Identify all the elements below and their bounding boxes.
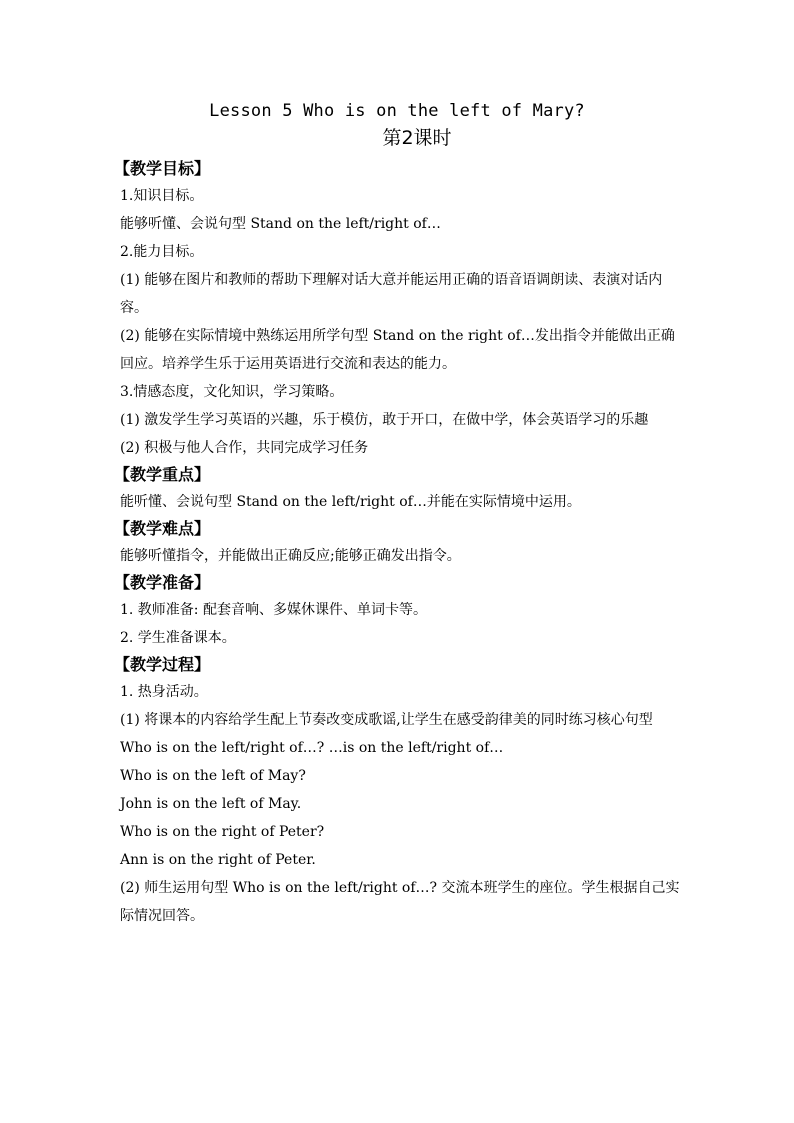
text-line: Ann is on the right of Peter. [120,852,316,868]
section-heading-key-points: 【教学重点】 [114,465,211,484]
text-line: 2. 学生准备课本。 [120,630,236,646]
text-line: (1) 激发学生学习英语的兴趣，乐于模仿，敢于开口，在做中学，体会英语学习的乐趣 [120,412,649,428]
text-line: Who is on the right of Peter? [120,824,325,840]
text-line: 容。 [120,300,148,316]
text-line: 能够听懂指令，并能做出正确反应;能够正确发出指令。 [120,548,461,564]
text-line: 1. 热身活动。 [120,684,208,700]
text-line: (2) 能够在实际情境中熟练运用所学句型 Stand on the right of…发出指令并能做出正确回应。培养学生乐于运用英语进行交流和表达的能力。 [120,328,675,372]
text-line: Who is on the left/right of…? …is on the left/right of… [120,740,504,756]
text-line: 能听懂、会说句型 Stand on the left/right of…并能在实际情境中运用。 [120,494,581,510]
text-line: (2) 积极与他人合作，共同完成学习任务 [120,440,369,456]
text-line: Who is on the left of May? [120,768,306,784]
section-heading-preparation: 【教学准备】 [114,573,211,592]
lesson-title: Lesson 5 Who is on the left of Mary? [209,101,585,121]
section-heading-objectives: 【教学目标】 [114,159,211,178]
text-line: 3.情感态度，文化知识，学习策略。 [120,384,344,400]
text-line: (1) 能够在图片和教师的帮助下理解对话大意并能运用正确的语音语调朗读、表演对话内 [120,272,663,288]
text-line: John is on the left of May. [120,796,302,812]
text-line: 1. 教师准备: 配套音响、多媒休课件、单词卡等。 [120,602,427,618]
text-line: (1) 将课本的内容给学生配上节奏改变成歌谣,让学生在感受韵律美的同时练习核心句型 [120,712,653,728]
text-line: 能够听懂、会说句型 Stand on the left/right of… [120,216,441,232]
text-line: 1.知识目标。 [120,188,204,204]
section-heading-process: 【教学过程】 [114,655,211,674]
lesson-subtitle: 第2课时 [382,127,452,149]
section-heading-difficulties: 【教学难点】 [114,519,211,538]
text-line: 2.能力目标。 [120,244,204,260]
document-body [114,156,680,930]
text-line: (2) 师生运用句型 Who is on the left/right of…? 交流本班学生的座位。学生根据自己实际情况回答。 [120,880,680,924]
